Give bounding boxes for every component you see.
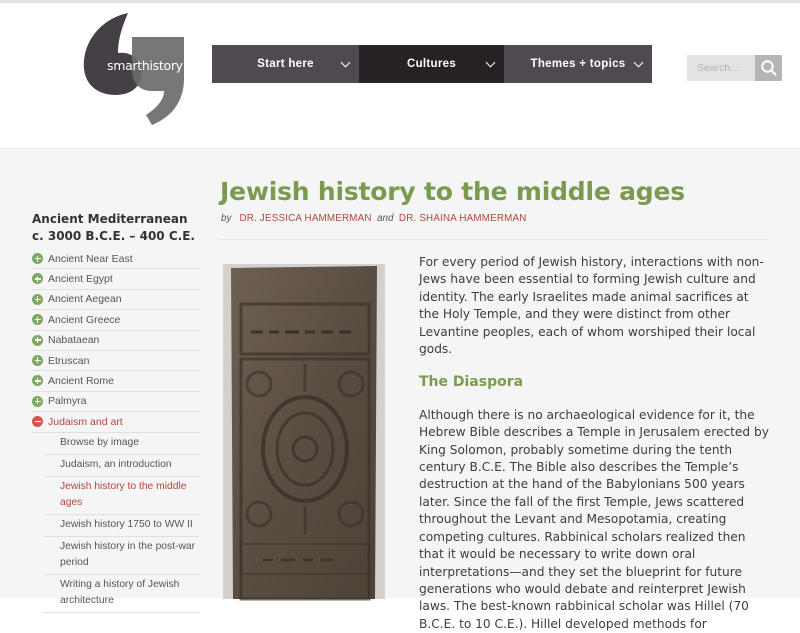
carved-panel-illustration: [223, 264, 385, 599]
sidebar-item-label: Nabataean: [48, 334, 100, 347]
sidebar-subitem-browse-by-image[interactable]: Browse by image: [44, 433, 200, 455]
sidebar-item-nabataean[interactable]: [32, 331, 200, 351]
carved-wooden-panel-image[interactable]: [223, 264, 385, 599]
sidebar-heading-title: Ancient Mediterranean: [32, 212, 188, 226]
search-button[interactable]: [755, 55, 782, 81]
expand-plus-icon[interactable]: [32, 355, 43, 366]
sidebar-item-label: Ancient Greece: [48, 313, 121, 326]
smarthistory-logo[interactable]: [80, 11, 186, 127]
sidebar-subitem-jewish-history-post-war[interactable]: Jewish history in the post-war period: [44, 537, 200, 575]
search-input[interactable]: [687, 55, 755, 81]
expand-plus-icon[interactable]: [32, 335, 43, 346]
section-heading: The Diaspora: [419, 374, 524, 391]
nav-cultures[interactable]: [359, 45, 504, 83]
sidebar-item-label: Ancient Egypt: [48, 273, 113, 286]
nav-cultures-label: Cultures: [406, 58, 457, 70]
sidebar-item-label: Judaism and art: [48, 415, 123, 428]
nav-themes-topics-label: Themes + topics: [530, 58, 626, 70]
quote-mark-logo-icon: [80, 11, 186, 127]
paragraph: Although there is no archaeological evidence for it, the Hebrew Bible describes a Temple in Jerusalem erected by King Solomon, probably sometime during the tenth century B.C.E. The Bible also describes the Temple’s destruction at the hand of the Babylonians 500 years later. Since the fall of the first Temple, Jews scattered throughout the Levant and Mesopotamia, creating competing cultures. Rabbinical scholars realized then that it would be necessary to write down oral interpretations—and they set the blueprint for future generations who would debate and reinterpret Jewish laws. The best-known rabbinical scholar was Hillel (70 B.C.E. to 10 C.E.). Hillel developed methods for: [419, 407, 769, 631]
sidebar-item-judaism-and-art[interactable]: [32, 412, 200, 432]
sidebar-item-label: Palmyra: [48, 395, 87, 408]
chevron-down-icon: [634, 58, 644, 68]
sidebar-heading-dates: c. 3000 B.C.E. – 400 C.E.: [32, 229, 195, 243]
sidebar-item-ancient-greece[interactable]: [32, 310, 200, 330]
nav-start-here-label: Start here: [257, 58, 314, 70]
sidebar-item-label: Ancient Near East: [48, 252, 133, 265]
logo-text: smarthistory: [107, 58, 183, 73]
paragraph: For every period of Jewish history, interactions with non-Jews have been essential to forming Jewish culture and identity. The early Israelites made animal sacrifices at the Holy Temple, and they were distinct from other Levantine peoples, each of whom worshiped their local gods.: [419, 255, 764, 357]
sidebar-item-label: Etruscan: [48, 354, 90, 367]
sidebar-subitem-history-jewish-architecture[interactable]: Writing a history of Jewish architecture: [44, 575, 200, 613]
sidebar-sublist: [32, 433, 200, 613]
sidebar-subitem-judaism-introduction[interactable]: Judaism, an introduction: [44, 455, 200, 477]
sidebar-item-ancient-near-east[interactable]: [32, 249, 200, 269]
main-area: [0, 148, 800, 631]
expand-plus-icon[interactable]: [32, 253, 43, 264]
sidebar-item-etruscan[interactable]: [32, 351, 200, 371]
chevron-down-icon: [341, 58, 351, 68]
sidebar-item-label: Ancient Aegean: [48, 293, 122, 306]
byline-by: by: [221, 213, 232, 224]
main-nav: [212, 45, 652, 83]
sidebar-subitem-jewish-history-1750-ww2[interactable]: Jewish history 1750 to WW II: [44, 515, 200, 537]
sidebar-item-ancient-rome[interactable]: [32, 371, 200, 391]
divider: [218, 239, 768, 240]
article-body: [419, 254, 769, 633]
chevron-down-icon: [486, 58, 496, 68]
collapse-minus-icon[interactable]: [32, 416, 43, 427]
page-title: Jewish history to the middle ages: [220, 177, 685, 206]
expand-plus-icon[interactable]: [32, 396, 43, 407]
sidebar-heading: [32, 211, 200, 245]
site-header: [0, 0, 800, 148]
expand-plus-icon[interactable]: [32, 314, 43, 325]
sidebar-item-palmyra[interactable]: [32, 392, 200, 412]
sidebar-item-ancient-aegean[interactable]: [32, 290, 200, 310]
author-link[interactable]: DR. JESSICA HAMMERMAN: [239, 213, 372, 224]
nav-themes-topics[interactable]: [504, 45, 652, 83]
expand-plus-icon[interactable]: [32, 375, 43, 386]
search-icon: [755, 55, 782, 81]
sidebar-item-label: Ancient Rome: [48, 375, 114, 388]
nav-start-here[interactable]: [212, 45, 359, 83]
expand-plus-icon[interactable]: [32, 273, 43, 284]
expand-plus-icon[interactable]: [32, 294, 43, 305]
byline: [221, 213, 526, 224]
sidebar: [32, 211, 200, 613]
byline-and: and: [377, 213, 394, 224]
sidebar-item-ancient-egypt[interactable]: [32, 269, 200, 289]
author-link[interactable]: DR. SHAINA HAMMERMAN: [398, 213, 527, 224]
sidebar-subitem-jewish-history-middle-ages[interactable]: Jewish history to the middle ages: [44, 477, 200, 515]
